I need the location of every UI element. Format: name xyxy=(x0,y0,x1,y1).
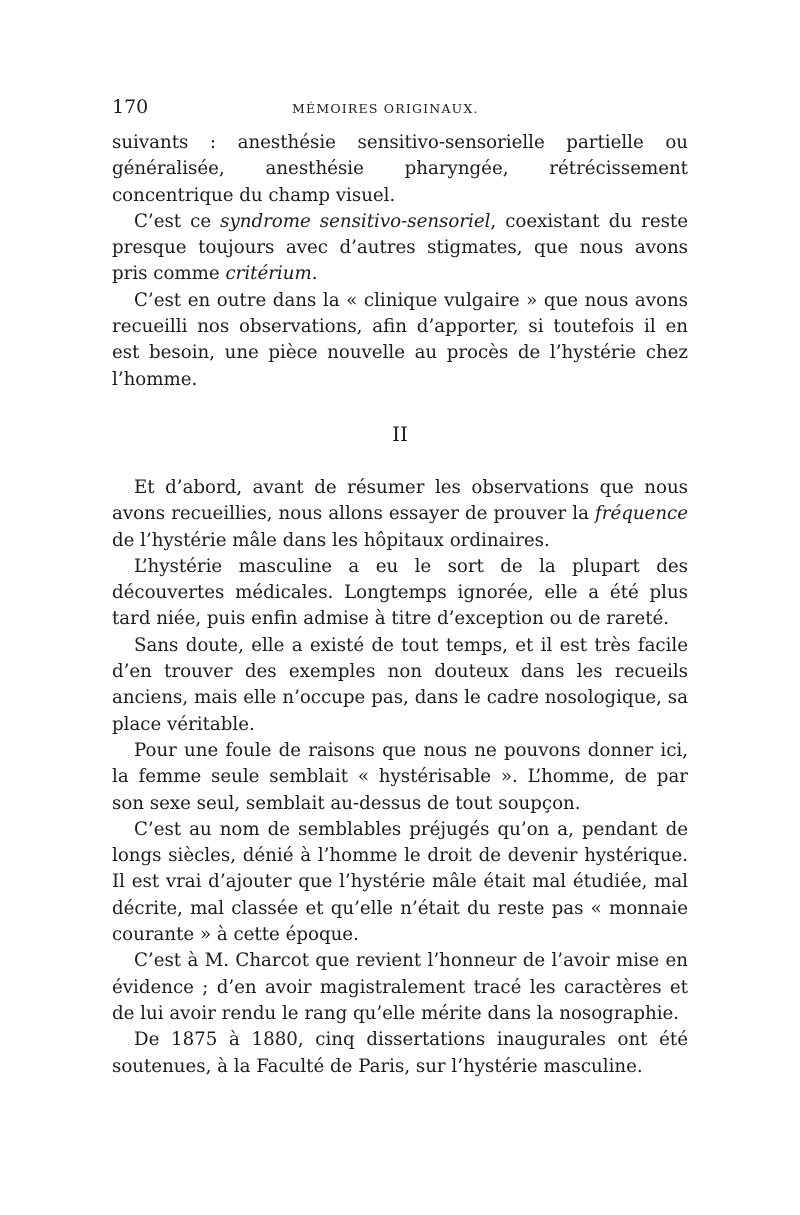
emphasis-syndrome: syndrome sensitivo-sensoriel xyxy=(220,210,491,232)
running-head: MÉMOIRES ORIGINAUX. xyxy=(292,101,479,116)
paragraph-10: De 1875 à 1880, cinq dissertations inaugurales ont été soutenues, à la Faculté de Paris, sur l’hystérie masculine. xyxy=(112,1029,688,1077)
paragraph-8: C’est au nom de semblables préjugés qu’on a, pendant de longs siècles, dénié à l’homme le droit de devenir hystérique. Il est vrai d’ajouter que l’hystérie mâle était mal étudiée, mal décrite, mal classée et qu’elle n’était du reste pas « monnaie courante » à cette époque. xyxy=(112,818,688,946)
emphasis-frequence: fréquence xyxy=(595,503,688,525)
paragraph-3: C’est en outre dans la « clinique vulgaire » que nous avons recueilli nos observations, afin d’apporter, si toutefois il en est besoin, une pièce nouvelle au procès de l’hystérie chez l’homme. xyxy=(112,289,688,390)
section-heading: II xyxy=(392,421,408,446)
document-page xyxy=(112,96,688,1080)
page-header xyxy=(112,96,688,122)
paragraph-9: C’est à M. Charcot que revient l’honneur de l’avoir mise en évidence ; d’en avoir magistralement tracé les caractères et de lui avoir rendu le rang qu’elle mérite dans la nosographie. xyxy=(112,950,688,1024)
emphasis-criterium: critérium xyxy=(225,263,312,285)
paragraph-7: Pour une foule de raisons que nous ne pouvons donner ici, la femme seule semblait « hystérisable ». L’homme, de par son sexe seul, semblait au-dessus de tout soupçon. xyxy=(112,739,688,814)
body-text xyxy=(112,130,688,1080)
paragraph-6: Sans doute, elle a existé de tout temps, et il est très facile d’en trouver des exemples non douteux dans les recueils anciens, mais elle n’occupe pas, dans le cadre nosologique, sa place véritable. xyxy=(112,634,688,735)
paragraph-5: L’hystérie masculine a eu le sort de la plupart des découvertes médicales. Longtemps ignorée, elle a été plus tard niée, puis enfin admise à titre d’exception ou de rareté. xyxy=(112,555,688,630)
paragraph-4: Et d’abord, avant de résumer les observations que nous avons recueillies, nous allons essayer de prouver la fréquence de l’hystérie mâle dans les hôpitaux ordinaires. xyxy=(112,476,688,551)
page-number: 170 xyxy=(112,96,149,118)
paragraph-1: suivants : anesthésie sensitivo-sensorielle partielle ou généralisée, anesthésie pharyngée, rétrécissement concentrique du champ visuel. xyxy=(112,132,688,206)
paragraph-2: C’est ce syndrome sensitivo-sensoriel, coexistant du reste presque toujours avec d’autres stigmates, que nous avons pris comme critérium. xyxy=(112,210,688,285)
